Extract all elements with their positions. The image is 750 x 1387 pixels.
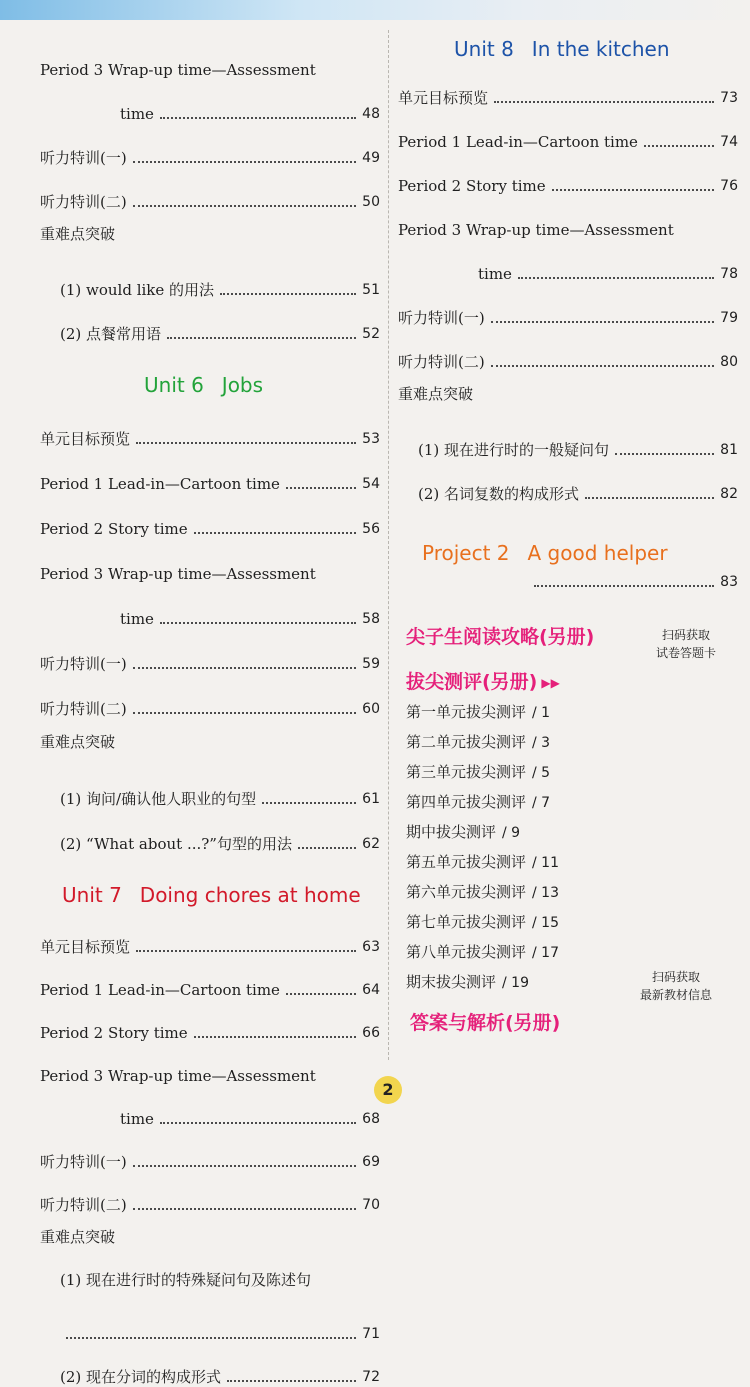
toc-entry-text: 单元目标预览 [40, 430, 131, 448]
toc-entry-page: 81 [720, 442, 738, 458]
toc-entry-page: 80 [720, 354, 738, 370]
test-entry-page: / 5 [532, 765, 551, 781]
project2-heading [422, 540, 738, 566]
leader-dots [136, 950, 356, 952]
toc-entry[interactable] [40, 1000, 380, 1043]
answers-heading: 答案与解析(另册) [410, 1012, 561, 1034]
toc-entry-page: 63 [362, 939, 380, 955]
toc-entry-text: 听力特训(二) [40, 1196, 127, 1214]
leader-dots [133, 161, 356, 163]
test-entry-page: / 1 [532, 705, 551, 721]
toc-entry-page: 76 [720, 178, 738, 194]
scan-note-line: 最新教材信息 [640, 988, 713, 1002]
toc-entry-text: time [120, 610, 154, 628]
toc-entry-text: 听力特训(一) [398, 309, 485, 327]
test-entry-text: 第四单元拔尖测评 [406, 793, 527, 811]
unit6-number: Unit 6 [144, 373, 204, 397]
toc-entry-page: 74 [720, 134, 738, 150]
toc-entry[interactable] [40, 300, 380, 344]
toc-entry[interactable] [40, 1301, 380, 1344]
toc-entry-page: 56 [362, 521, 380, 537]
toc-entry-page: 64 [362, 982, 380, 998]
scan-note-line: 试卷答题卡 [656, 646, 717, 660]
toc-entry[interactable] [40, 914, 380, 957]
test-entry-page: / 15 [532, 915, 559, 931]
leader-dots [227, 1380, 356, 1382]
toc-entry[interactable] [40, 764, 380, 809]
toc-entry-page: 48 [362, 106, 380, 122]
toc-entry-page: 62 [362, 836, 380, 852]
toc-entry-text: 单元目标预览 [398, 89, 489, 107]
toc-entry-page: 52 [362, 326, 380, 342]
toc-entry[interactable] [398, 108, 738, 152]
scan-note-line: 扫码获取 [662, 628, 711, 642]
leader-dots [552, 189, 715, 191]
test-entry-text: 第六单元拔尖测评 [406, 883, 527, 901]
test-entry-page: / 17 [532, 945, 559, 961]
toc-entry-page: 58 [362, 611, 380, 627]
toc-entry-text: Period 3 Wrap-up time—Assessment [40, 1067, 316, 1085]
toc-entry-text: Period 3 Wrap-up time—Assessment [40, 61, 316, 79]
toc-entry[interactable] [40, 1172, 380, 1215]
unit6-name: Jobs [221, 373, 264, 397]
toc-entry [398, 372, 738, 416]
project2-name: A good helper [527, 541, 668, 565]
toc-entry[interactable] [40, 449, 380, 494]
toc-entry[interactable] [398, 460, 738, 504]
scan-note-textbook-info [640, 968, 712, 1004]
test-entry[interactable] [406, 728, 738, 758]
left-column [40, 36, 380, 1387]
toc-entry-page: 71 [362, 1326, 380, 1342]
toc-entry-text: (2) “What about ...?”句型的用法 [60, 835, 292, 853]
toc-entry[interactable] [40, 809, 380, 854]
test-entry-page: / 3 [532, 735, 551, 751]
leader-dots [518, 277, 714, 279]
toc-entry-page: 78 [720, 266, 738, 282]
leader-dots [644, 145, 714, 147]
toc-entry-text: Period 3 Wrap-up time—Assessment [40, 565, 316, 583]
toc-entry[interactable] [40, 80, 380, 124]
toc-entry-text: 重难点突破 [398, 385, 474, 403]
leader-dots [286, 487, 356, 489]
toc-entry-page: 60 [362, 701, 380, 717]
test-entry-text: 第三单元拔尖测评 [406, 763, 527, 781]
toc-entry-text: (1) would like 的用法 [60, 281, 215, 299]
test-entry-page: / 7 [532, 795, 551, 811]
toc-entry [40, 719, 380, 764]
scan-note-answer-sheet [656, 626, 716, 662]
toc-entry-text: Period 1 Lead-in—Cartoon time [398, 133, 638, 151]
toc-entry-text: time [478, 265, 512, 283]
toc-entry[interactable] [398, 416, 738, 460]
toc-entry-text: time [120, 105, 154, 123]
unit7-number: Unit 7 [62, 883, 122, 907]
toc-entry-text: (2) 现在分词的构成形式 [60, 1368, 222, 1386]
unit7-name: Doing chores at home [139, 883, 361, 907]
toc-entry[interactable] [40, 1086, 380, 1129]
test-entry[interactable] [406, 938, 738, 968]
test-entry[interactable] [406, 788, 738, 818]
toc-entry-page: 53 [362, 431, 380, 447]
leader-dots [491, 321, 714, 323]
leader-dots [160, 1122, 356, 1124]
toc-entry[interactable] [40, 256, 380, 300]
toc-entry-page: 69 [362, 1154, 380, 1170]
toc-entry-text: Period 1 Lead-in—Cartoon time [40, 981, 280, 999]
toc-entry [40, 539, 380, 584]
toc-entry[interactable] [398, 152, 738, 196]
test-entry[interactable] [406, 698, 738, 728]
toc-entry-text: (2) 名词复数的构成形式 [418, 485, 580, 503]
leader-dots [534, 585, 714, 587]
top-decoration-band [0, 0, 750, 20]
test-entry-page: / 9 [502, 825, 521, 841]
unit7-heading [62, 882, 380, 908]
test-entry-text: 第二单元拔尖测评 [406, 733, 527, 751]
toc-entry-text: time [120, 1110, 154, 1128]
leader-dots [194, 532, 357, 534]
toc-entry-text: 单元目标预览 [40, 938, 131, 956]
toc-entry-text: (1) 现在进行时的一般疑问句 [418, 441, 610, 459]
toc-entry[interactable] [40, 584, 380, 629]
test-entry[interactable] [406, 818, 738, 848]
leader-dots [585, 497, 714, 499]
tests-heading [406, 667, 738, 694]
unit8-heading [454, 36, 738, 62]
toc-entry[interactable] [40, 1129, 380, 1172]
unit8-name: In the kitchen [531, 37, 670, 61]
toc-entry-text: 听力特训(二) [40, 700, 127, 718]
toc-entry-text: Period 2 Story time [398, 177, 546, 195]
toc-entry-text: (2) 点餐常用语 [60, 325, 162, 343]
toc-entry [398, 196, 738, 240]
leader-dots [494, 101, 714, 103]
toc-entry-page: 59 [362, 656, 380, 672]
leader-dots [133, 667, 356, 669]
toc-entry[interactable] [40, 404, 380, 449]
project2-entry[interactable] [398, 572, 738, 592]
test-entry[interactable] [406, 848, 738, 878]
leader-dots [133, 205, 356, 207]
toc-entry-text: 听力特训(一) [40, 149, 127, 167]
toc-entry-page: 79 [720, 310, 738, 326]
toc-entry-text: 重难点突破 [40, 1227, 116, 1246]
toc-entry[interactable] [398, 240, 738, 284]
leader-dots [160, 117, 356, 119]
leader-dots [491, 365, 714, 367]
toc-entry-text: Period 1 Lead-in—Cartoon time [40, 475, 280, 493]
test-entry[interactable] [406, 758, 738, 788]
test-entry-page: / 19 [502, 975, 529, 991]
test-entry[interactable] [406, 908, 738, 938]
test-entry-text: 第八单元拔尖测评 [406, 943, 527, 961]
toc-entry [40, 1258, 380, 1301]
double-triangle-icon: ▶▶ [541, 675, 560, 690]
toc-entry [40, 1043, 380, 1086]
toc-entry-page: 82 [720, 486, 738, 502]
unit8-entries [398, 64, 738, 504]
leader-dots [615, 453, 714, 455]
toc-entry[interactable] [40, 124, 380, 168]
test-entry-text: 第五单元拔尖测评 [406, 853, 527, 871]
toc-entry[interactable] [40, 629, 380, 674]
toc-entry[interactable] [40, 674, 380, 719]
toc-entry-page: 73 [720, 90, 738, 106]
toc-entry[interactable] [398, 328, 738, 372]
leader-dots [298, 847, 356, 849]
toc-entry [40, 212, 380, 256]
leader-dots [262, 802, 356, 804]
leader-dots [136, 442, 356, 444]
project2-page: 83 [720, 574, 738, 590]
unit6-entries [40, 404, 380, 854]
toc-entry[interactable] [40, 494, 380, 539]
leader-dots [160, 622, 356, 624]
leader-dots [220, 293, 356, 295]
right-column [398, 36, 738, 1035]
toc-entry [40, 1215, 380, 1258]
test-entry-text: 第一单元拔尖测评 [406, 703, 527, 721]
toc-entry-page: 68 [362, 1111, 380, 1127]
toc-entry-text: 听力特训(二) [40, 193, 127, 211]
unit6-heading [144, 372, 380, 398]
test-entry-text: 第七单元拔尖测评 [406, 913, 527, 931]
toc-entry-page: 61 [362, 791, 380, 807]
tests-title: 拔尖测评(另册) [406, 671, 538, 693]
toc-entry-text: (1) 询问/确认他人职业的句型 [60, 790, 257, 808]
toc-entry[interactable] [398, 284, 738, 328]
unit8-number: Unit 8 [454, 37, 514, 61]
page-number-badge: 2 [374, 1076, 402, 1104]
project2-number: Project 2 [422, 541, 510, 565]
toc-entry[interactable] [40, 1344, 380, 1387]
toc-entry[interactable] [40, 168, 380, 212]
leader-dots [167, 337, 356, 339]
column-divider [388, 30, 389, 1060]
toc-entry-page: 50 [362, 194, 380, 210]
toc-entry-page: 70 [362, 1197, 380, 1213]
toc-entry-page: 49 [362, 150, 380, 166]
leader-dots [66, 1337, 356, 1339]
toc-entry-page: 54 [362, 476, 380, 492]
scan-note-line: 扫码获取 [652, 970, 701, 984]
leader-dots [194, 1036, 357, 1038]
tests-list [406, 698, 738, 998]
toc-entry-page: 72 [362, 1369, 380, 1385]
toc-entry-page: 66 [362, 1025, 380, 1041]
toc-entry-page: 51 [362, 282, 380, 298]
toc-entry-text: 重难点突破 [40, 225, 116, 243]
toc-entry-text: 听力特训(一) [40, 1153, 127, 1171]
toc-entry-text: Period 2 Story time [40, 520, 188, 538]
leader-dots [133, 1165, 356, 1167]
toc-entry[interactable] [398, 64, 738, 108]
toc-entry-text: Period 3 Wrap-up time—Assessment [398, 221, 674, 239]
toc-entry[interactable] [40, 957, 380, 1000]
toc-entry-text: 重难点突破 [40, 732, 116, 751]
leader-dots [133, 712, 356, 714]
toc-entry [40, 36, 380, 80]
test-entry[interactable] [406, 878, 738, 908]
leader-dots [133, 1208, 356, 1210]
test-entry-page: / 11 [532, 855, 559, 871]
test-entry-page: / 13 [532, 885, 559, 901]
left-top-entries [40, 36, 380, 344]
reading-guide-heading: 尖子生阅读攻略(另册) [406, 626, 595, 648]
toc-entry-text: (1) 现在进行时的特殊疑问句及陈述句 [60, 1270, 312, 1289]
toc-entry-text: 听力特训(二) [398, 353, 485, 371]
toc-entry-text: Period 2 Story time [40, 1024, 188, 1042]
leader-dots [286, 993, 356, 995]
unit7-entries [40, 914, 380, 1387]
test-entry-text: 期末拔尖测评 [406, 973, 497, 991]
toc-entry-text: 听力特训(一) [40, 655, 127, 673]
test-entry-text: 期中拔尖测评 [406, 823, 497, 841]
